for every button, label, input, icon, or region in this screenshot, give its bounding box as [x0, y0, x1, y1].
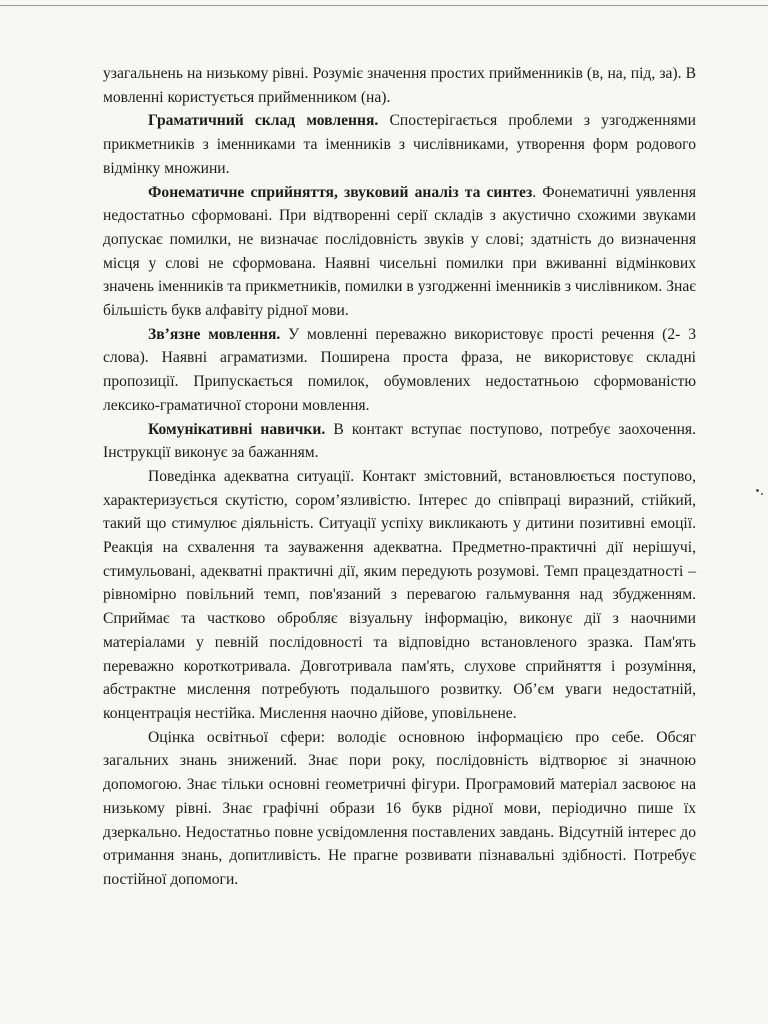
heading-phonemic: Фонематичне сприйняття, звуковий аналіз та синтез	[148, 183, 533, 201]
heading-grammar: Граматичний склад мовлення.	[148, 112, 379, 130]
paragraph-coherent-speech-text: У мовленні переважно використовує прості речення (2- 3 слова). Наявні аграматизми. Поширена проста фраза, не використовує складні пропозиції. Припускається помилок, обумовлених недостатньою сформованістю лексико-граматичної сторони мовлення.	[103, 325, 696, 414]
paragraph-1-text: узагальнень на низькому рівні. Розуміє значення простих прийменників (в, на, під, за). В мовленні користується прийменником (на).	[103, 65, 696, 106]
heading-coherent-speech: Зв’язне мовлення.	[148, 325, 281, 343]
scan-speck	[761, 493, 763, 495]
paragraph-behavior-text: Поведінка адекватна ситуації. Контакт змістовний, встановлюється поступово, характеризується скутістю, сором’язливістю. Інтерес до співпраці виразний, стійкий, такий що стимулює діяльність. Ситуації успіху викликають у дитини позитивні емоції. Реакція на схвалення та зауваження адекватна. Предметно-практичні дії нерішучі, стимульовані, адекватні практичні дії, яким передують розумові. Темп працездатності – рівномірно повільний темп, пов'язаний з перевагою гальмування над збудженням. Сприймає та частково обробляє візуальну інформацію, виконує дії з наочними матеріалами у певній послідовності та відповідно встановленого зразка. Пам'ять переважно короткотривала. Довготривала пам'ять, слухове сприйняття і розуміння, абстрактне мислення потребують подальшого розвитку. Об’єм уваги недостатній, концентрація нестійка. Мислення наочно дійове, уповільнене.	[103, 467, 696, 722]
paragraph-education-text: Оцінка освітньої сфери: володіє основною інформацією про себе. Обсяг загальних знань знижений. Знає пори року, послідовність відтворює зі значною допомогою. Знає тільки основні геометричні фігури. Програмовий матеріал засвоює на низькому рівні. Знає графічні образи 16 букв рідної мови, періодично пише їх дзеркально. Недостатньо повне усвідомлення поставлених завдань. Відсутній інтерес до отримання знань, допитливість. Не прагне розвивати пізнавальні здібності. Потребує постійної допомоги.	[103, 728, 696, 888]
scan-edge-line	[0, 5, 768, 6]
paragraph-coherent-speech	[103, 323, 696, 418]
scan-speck	[756, 489, 759, 492]
paragraph-behavior	[103, 465, 696, 726]
paragraph-grammar	[103, 109, 696, 180]
paragraph-grammar-text: Спостерігається проблеми з узгодженнями прикметників з іменниками та іменників з числівниками, утворення форм родового відмінку множини.	[103, 112, 696, 177]
paragraph-phonemic-text: . Фонематичні уявлення недостатньо сформовані. При відтворенні серії складів з акустично схожими звуками допускає помилки, не визначає послідовність звуків у слові; здатність до визначення місця у слові не сформована. Наявні чисельні помилки при вживанні відмінкових значень іменників та прикметників, помилки в узгодженні іменників з числівником. Знає більшість букв алфавіту рідної мови.	[103, 183, 696, 320]
paragraph-phonemic	[103, 181, 696, 323]
paragraph-1	[103, 62, 696, 109]
paragraph-communication-text: В контакт вступає поступово, потребує заохочення. Інструкції виконує за бажанням.	[103, 420, 697, 462]
heading-communication: Комунікативні навички.	[148, 420, 326, 438]
document-page	[103, 62, 696, 892]
paragraph-communication	[103, 418, 696, 465]
paragraph-education	[103, 726, 696, 892]
